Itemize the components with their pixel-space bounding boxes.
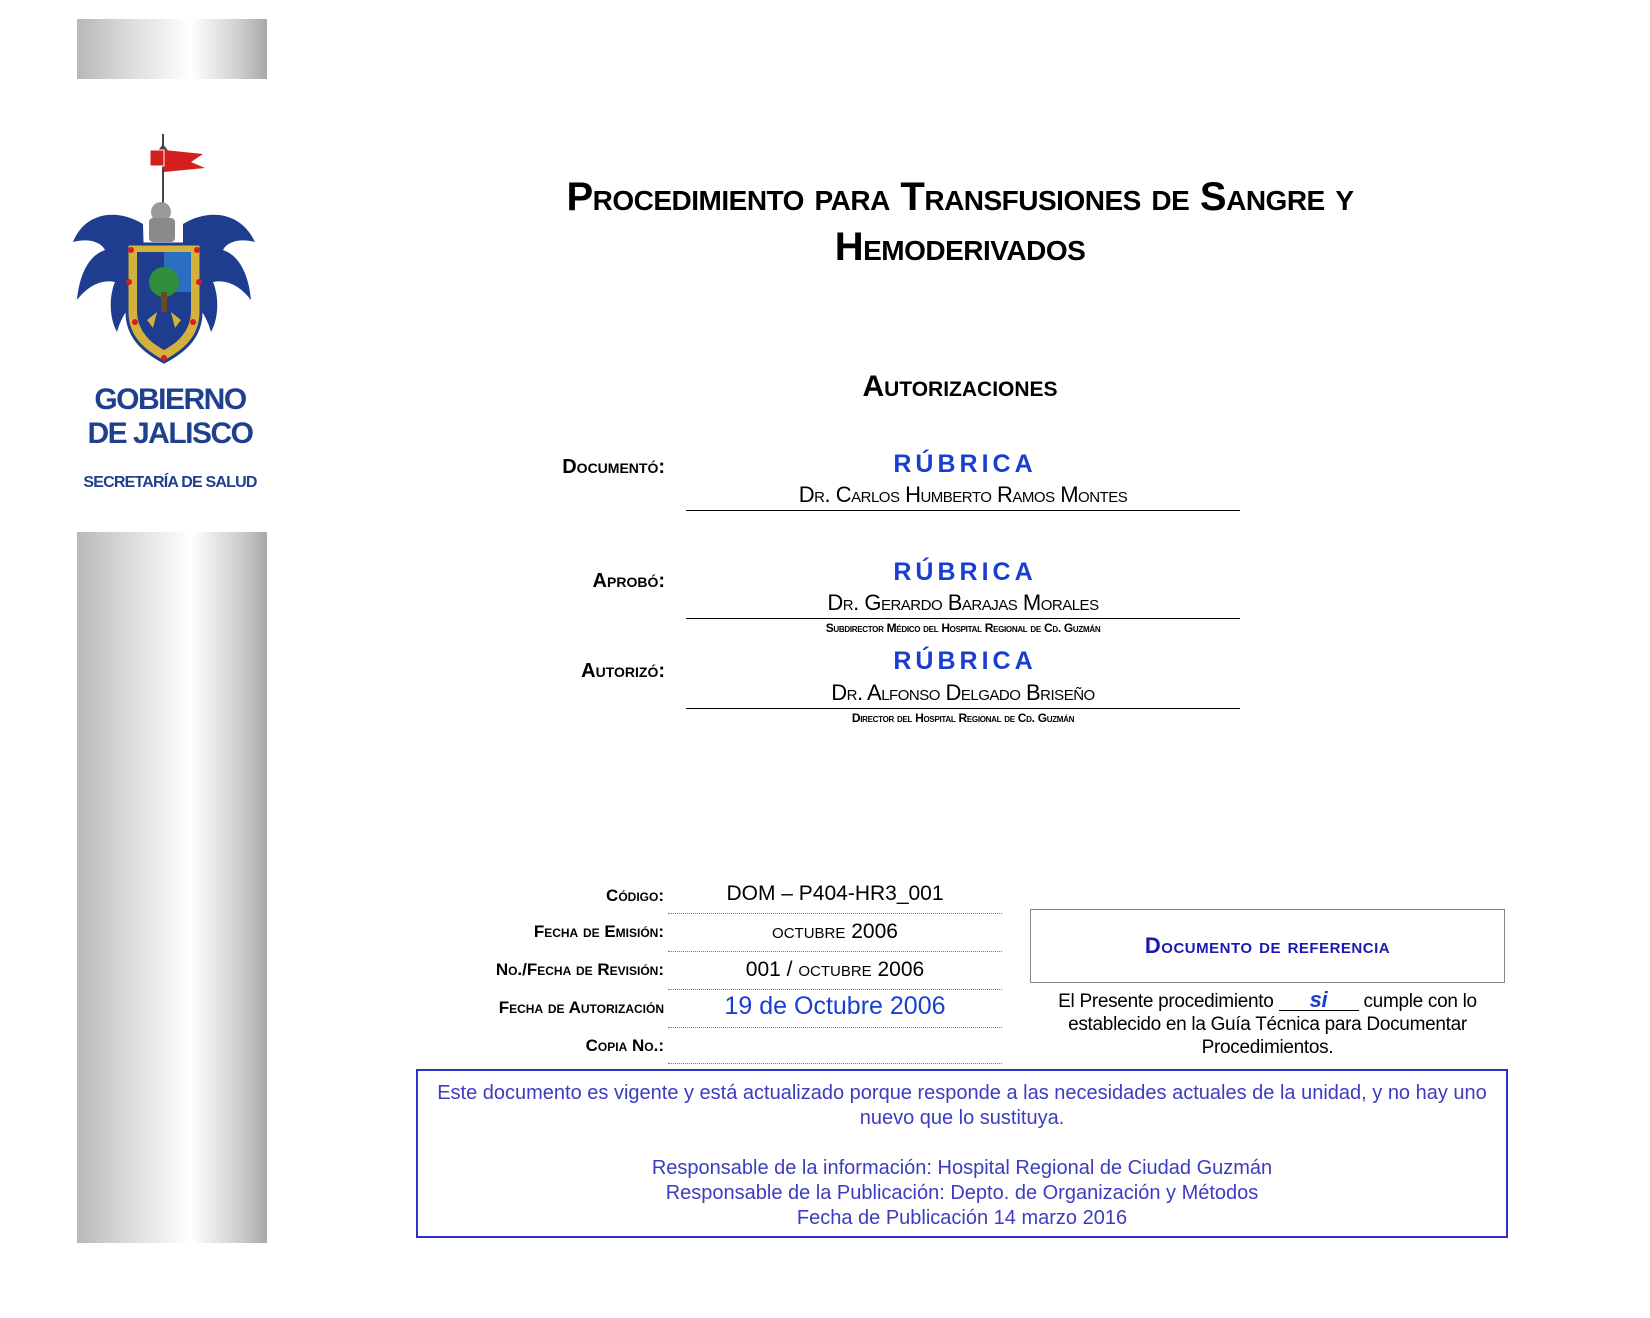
fecha-autorizacion-label: Fecha de Autorización bbox=[498, 998, 664, 1017]
signature-label-aprobo: Aprobó: bbox=[592, 570, 665, 592]
codigo-value: DOM – P404-HR3_001 bbox=[726, 882, 944, 905]
fecha-autorizacion-value: 19 de Octubre 2006 bbox=[724, 992, 946, 1020]
reference-text-before: El Presente procedimiento bbox=[1058, 991, 1279, 1012]
fecha-emision-label: Fecha de Emisión: bbox=[533, 922, 664, 941]
signature-label-documento: Documentó: bbox=[562, 456, 665, 478]
document-title bbox=[400, 172, 1520, 272]
notice-publication-responsible: Responsable de la Publicación: Depto. de Organización y Métodos bbox=[665, 1182, 1259, 1204]
government-name-line1: GOBIERNO bbox=[94, 383, 246, 416]
notice-publication-date: Fecha de Publicación 14 marzo 2016 bbox=[796, 1207, 1128, 1229]
validity-notice-box bbox=[416, 1069, 1508, 1238]
fecha-autorizacion-divider bbox=[668, 1027, 1002, 1028]
notice-info-responsible: Responsable de la información: Hospital Regional de Ciudad Guzmán bbox=[651, 1157, 1273, 1179]
signature-name-documento: Dr. Carlos Humberto Ramos Montes bbox=[798, 482, 1128, 507]
document-title-line2: Hemoderivados bbox=[834, 225, 1086, 269]
signature-name-autorizo: Dr. Alfonso Delgado Briseño bbox=[831, 680, 1095, 705]
codigo-divider bbox=[668, 913, 1002, 914]
signature-line-autorizo bbox=[686, 708, 1240, 709]
signature-rubrica-documento: RÚBRICA bbox=[893, 450, 1037, 478]
notice-validity: Este documento es vigente y está actualizado porque responde a las necesidades actuales de la unidad, y no hay uno nuevo que lo sustituya. bbox=[437, 1082, 1487, 1129]
revision-separator: / bbox=[780, 958, 799, 981]
reference-text-after: cumple con lo establecido en la Guía Técnica para Documentar Procedimientos. bbox=[1068, 991, 1482, 1058]
revision-value bbox=[670, 958, 1000, 982]
signature-role-aprobo: Subdirector Médico del Hospital Regional de Cd. Guzmán bbox=[825, 621, 1101, 635]
signature-role-autorizo: Director del Hospital Regional de Cd. Guzmán bbox=[851, 711, 1075, 725]
government-name-line2: DE JALISCO bbox=[87, 417, 253, 450]
document-title-line1: Procedimiento para Transfusiones de Sangre y bbox=[566, 175, 1354, 219]
signature-line-documento bbox=[686, 510, 1240, 511]
reference-statement bbox=[1030, 987, 1505, 1059]
signature-name-aprobo: Dr. Gerardo Barajas Morales bbox=[827, 590, 1099, 615]
revision-divider bbox=[668, 989, 1002, 990]
signature-label-autorizo: Autorizó: bbox=[581, 660, 665, 682]
signature-rubrica-aprobo: RÚBRICA bbox=[893, 558, 1037, 586]
decorative-bar-bottom bbox=[77, 532, 267, 1243]
decorative-bar-top bbox=[77, 19, 267, 79]
copia-divider bbox=[668, 1063, 1002, 1064]
revision-number: 001 bbox=[745, 958, 781, 981]
reference-title: Documento de referencia bbox=[1144, 933, 1391, 958]
signature-rubrica-autorizo: RÚBRICA bbox=[893, 647, 1037, 675]
signature-line-aprobo bbox=[686, 618, 1240, 619]
notice-spacer bbox=[418, 1131, 1506, 1156]
fecha-emision-divider bbox=[668, 951, 1002, 952]
authorizations-heading: Autorizaciones bbox=[862, 370, 1058, 403]
secretariat-name: SECRETARÍA DE SALUD bbox=[83, 474, 257, 491]
codigo-label: Código: bbox=[606, 886, 664, 905]
jalisco-coat-of-arms-logo bbox=[65, 132, 265, 372]
reference-answer: si bbox=[1279, 990, 1359, 1011]
revision-label: No./Fecha de Revisión: bbox=[495, 960, 664, 979]
reference-document-box bbox=[1030, 909, 1505, 983]
copia-label: Copia No.: bbox=[585, 1036, 664, 1055]
fecha-emision-value: octubre 2006 bbox=[772, 920, 898, 943]
revision-date: octubre 2006 bbox=[798, 958, 925, 981]
